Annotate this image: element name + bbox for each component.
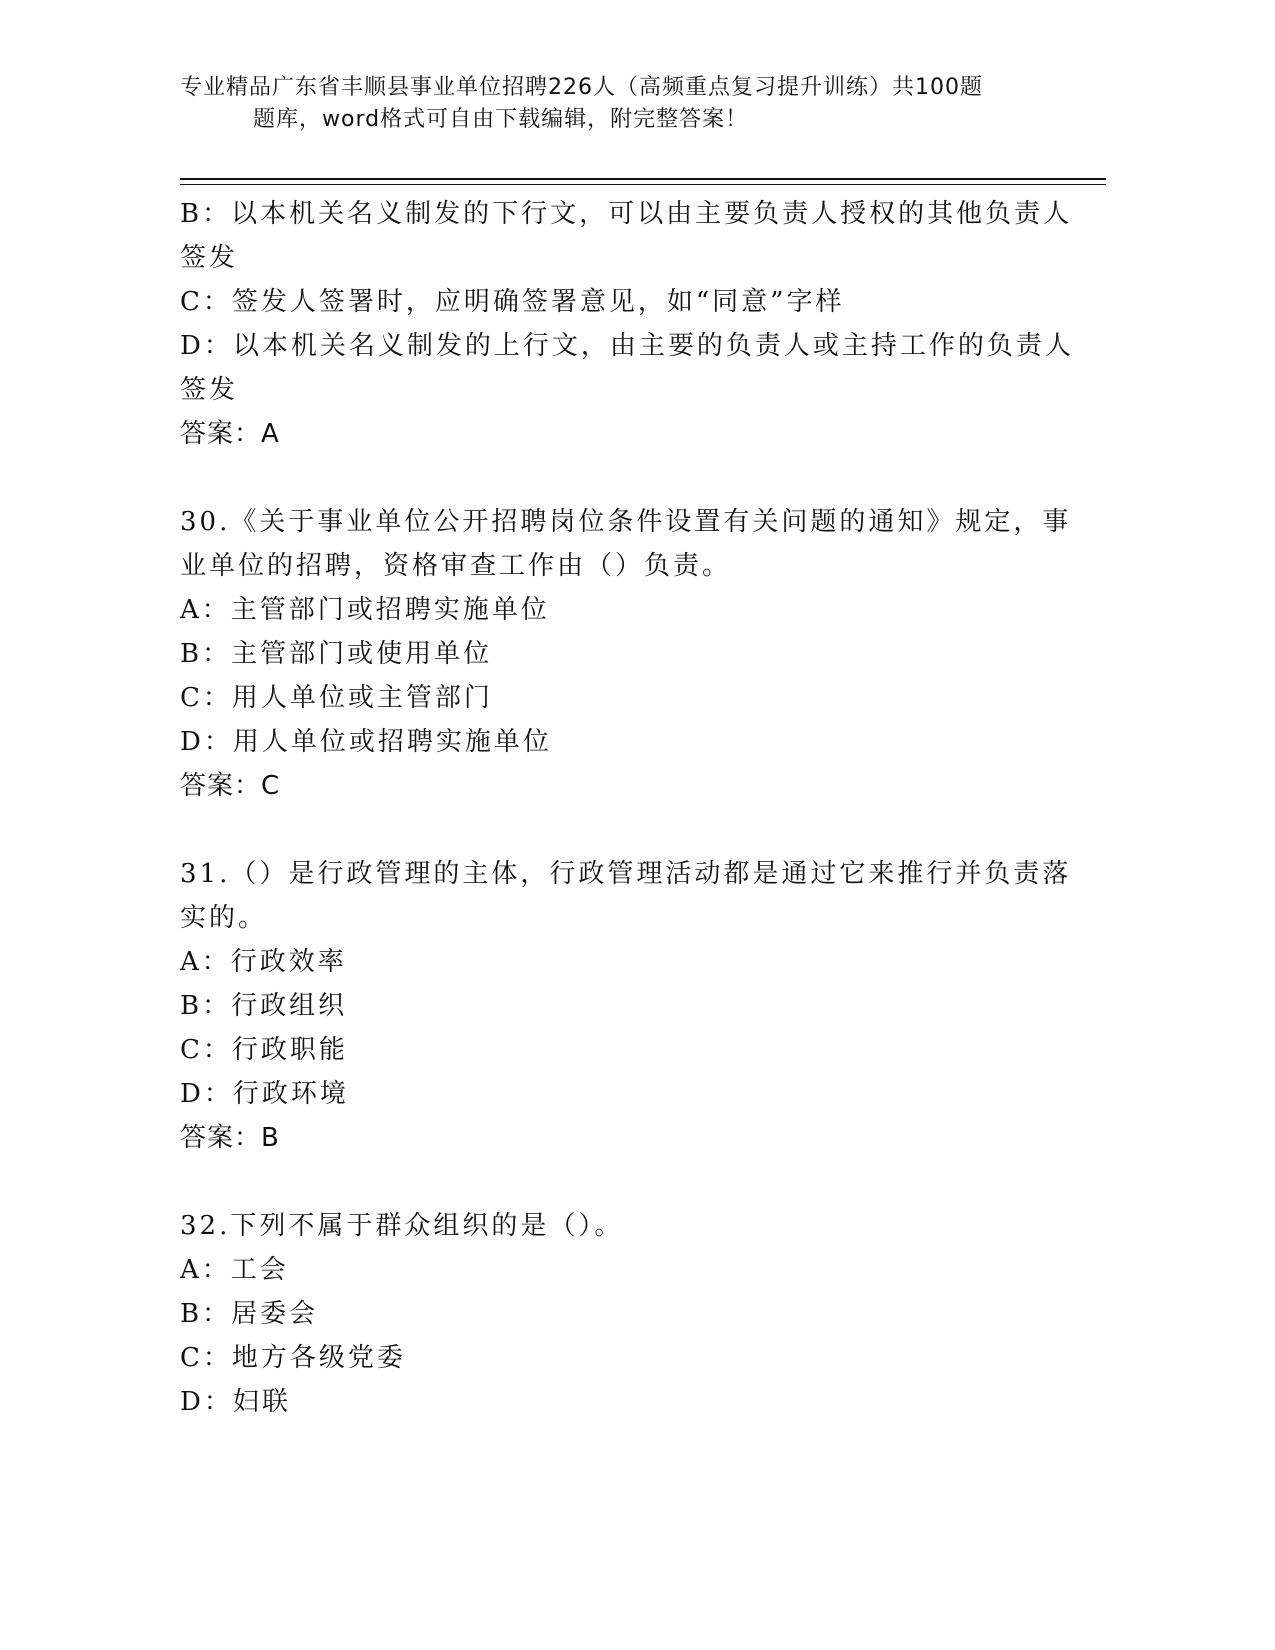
question-stem-line-1: 31.（）是行政管理的主体，行政管理活动都是通过它来推行并负责落 <box>180 859 1072 889</box>
spacer <box>180 1160 1080 1204</box>
option-b-line-2: 签发 <box>180 243 239 273</box>
header-divider-thick <box>180 178 1106 180</box>
option-a: A：行政效率 <box>180 947 347 977</box>
spacer <box>180 808 1080 852</box>
question-content <box>180 192 1080 1424</box>
question-block-32 <box>180 1204 1080 1424</box>
option-b: B：行政组织 <box>180 991 348 1021</box>
spacer <box>180 456 1080 500</box>
option-b-line-1: B：以本机关名义制发的下行文，可以由主要负责人授权的其他负责人 <box>180 199 1073 229</box>
option-c: C：用人单位或主管部门 <box>180 683 493 713</box>
option-d: D：妇联 <box>180 1387 291 1417</box>
answer-line: 答案：B <box>180 1123 280 1153</box>
header-divider-thin <box>180 184 1106 185</box>
question-block-31 <box>180 852 1080 1160</box>
question-block-30 <box>180 500 1080 808</box>
question-stem: 32.下列不属于群众组织的是（）。 <box>180 1211 624 1241</box>
option-c: C：签发人签署时，应明确签署意见，如“同意”字样 <box>180 287 845 317</box>
option-d: D：用人单位或招聘实施单位 <box>180 727 552 757</box>
question-stem-line-1: 30.《关于事业单位公开招聘岗位条件设置有关问题的通知》规定，事 <box>180 507 1072 537</box>
header-title-line-1: 专业精品广东省丰顺县事业单位招聘226人（高频重点复习提升训练）共100题 <box>180 75 983 100</box>
question-stem-line-2: 实的。 <box>180 903 268 933</box>
header-title-line-2: 题库，word格式可自由下载编辑，附完整答案！ <box>253 107 749 132</box>
option-c: C：行政职能 <box>180 1035 348 1065</box>
option-b: B：主管部门或使用单位 <box>180 639 493 669</box>
option-b: B：居委会 <box>180 1299 319 1329</box>
option-d: D：行政环境 <box>180 1079 349 1109</box>
question-stem-line-2: 业单位的招聘，资格审查工作由（）负责。 <box>180 551 732 581</box>
question-block-29 <box>180 192 1080 456</box>
answer-line: 答案：A <box>180 419 280 449</box>
option-c: C：地方各级党委 <box>180 1343 406 1373</box>
option-d-line-1: D：以本机关名义制发的上行文，由主要的负责人或主持工作的负责人 <box>180 331 1074 361</box>
answer-line: 答案：C <box>180 771 281 801</box>
option-a: A：工会 <box>180 1255 289 1285</box>
document-header <box>180 72 1080 136</box>
option-a: A：主管部门或招聘实施单位 <box>180 595 550 625</box>
option-d-line-2: 签发 <box>180 375 239 405</box>
